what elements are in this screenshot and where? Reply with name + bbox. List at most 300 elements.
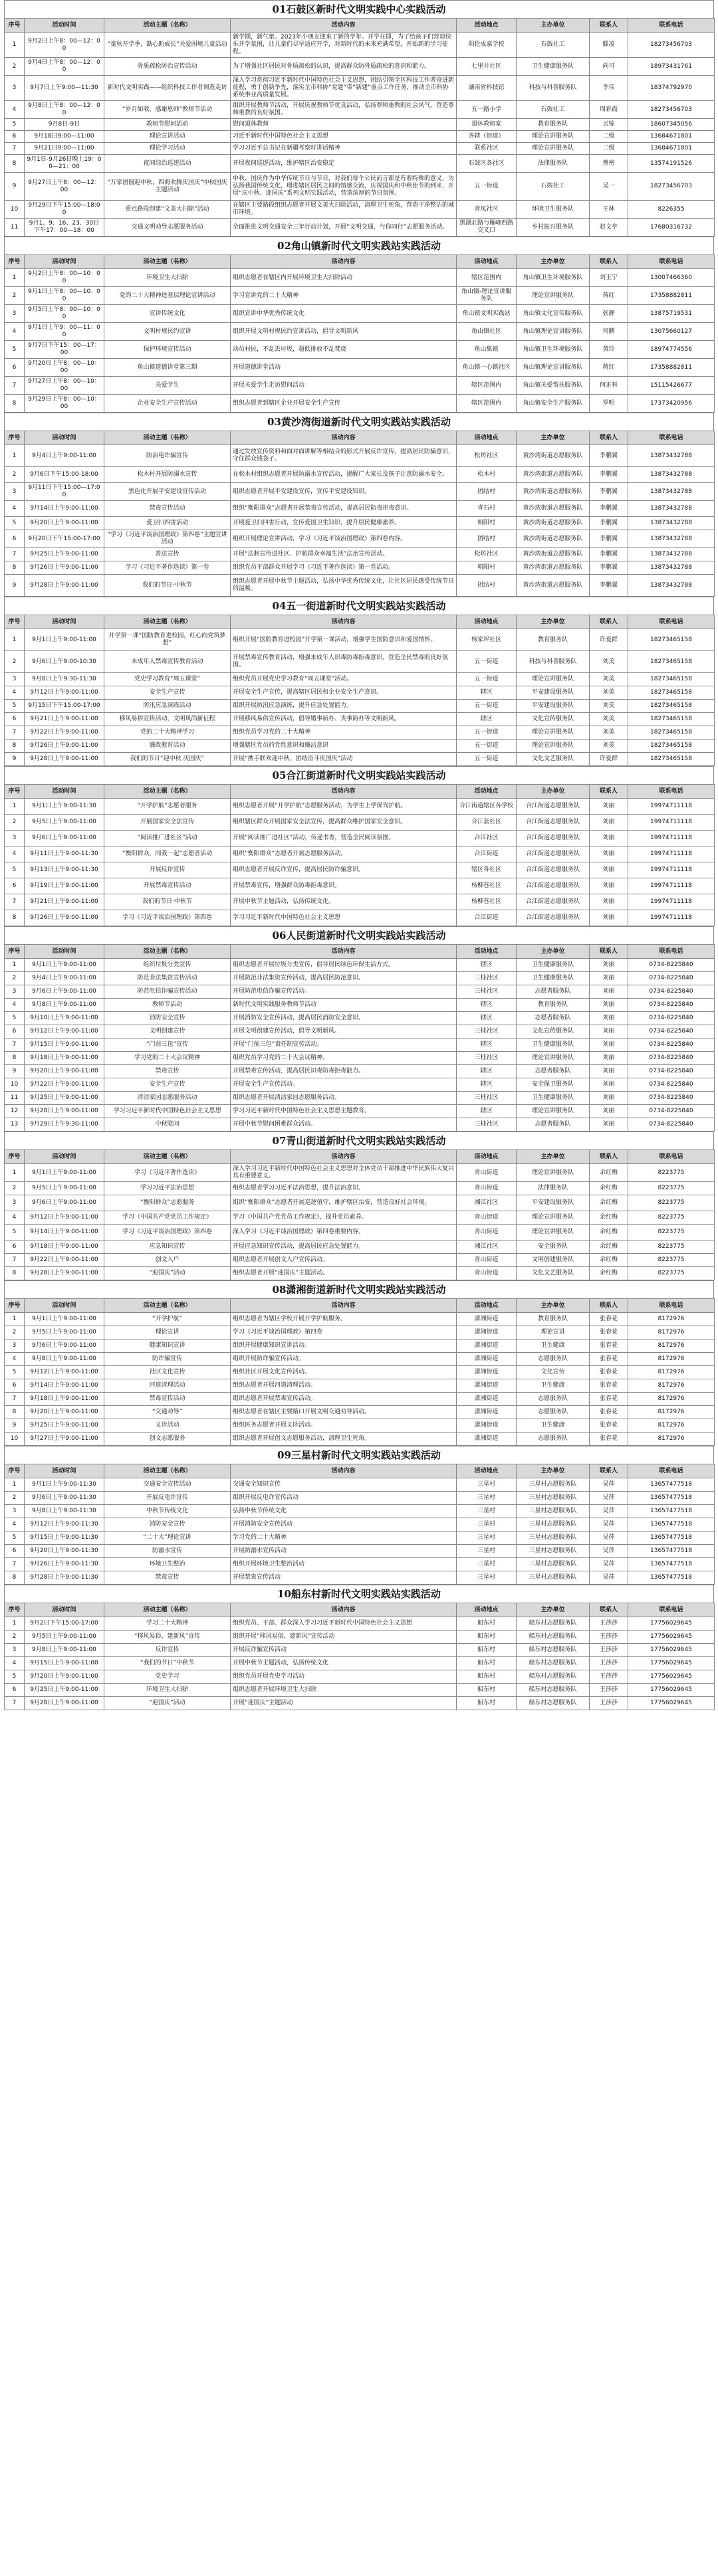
table-cell: 19974711118 [628,831,715,846]
table-cell: 18374792970 [628,76,715,101]
table-row [5,1366,715,1379]
table-row [5,726,715,740]
table-cell: 18273465158 [628,686,715,700]
table-cell: 5 [5,1532,25,1545]
table-cell: 组织开展防汛应急演练，提升应急处置能力。 [231,700,457,713]
column-header: 活动主题（名称） [104,615,231,629]
table-cell: 2 [5,287,25,305]
table-cell: 1 [5,629,25,651]
table-row [5,651,715,673]
table-row [5,1182,715,1195]
table-row [5,629,715,651]
table-cell: 移风易俗宣传活动，文明风尚新征程 [104,713,231,726]
table-cell: 5 [5,1366,25,1379]
table-cell: “衡阳群众”志愿服务 [104,1195,231,1211]
table-cell: 18273465158 [628,713,715,726]
column-header: 活动主题（名称） [104,255,231,269]
table-cell: 开展中秋节主题活动，弘扬传统文化。 [231,894,457,910]
table-cell: 18273456703 [628,101,715,119]
table-cell: 9月1日-9月26日晚上19：00—21：00 [25,155,104,173]
column-header: 活动地点 [457,1603,517,1617]
table-cell: 理论宣讲 [517,1326,590,1339]
table-cell: 三星村志愿服务队 [517,1478,590,1492]
column-header: 活动地点 [457,255,517,269]
table-cell: 开展防范电信诈骗宣传活动。 [231,985,457,999]
table-cell: “衡阳群众，同我一起”志愿者活动 [104,846,231,862]
table-cell: 9月5日上午9:00-11:00 [25,815,104,831]
column-header: 活动地点 [457,945,517,959]
table-cell: 周彩霞 [590,101,628,119]
table-row [5,323,715,341]
table-cell: 赵文亭 [590,219,628,237]
table-cell: 9月20日上午9:00-11:00 [25,1670,104,1684]
table-cell: 组织“衡阳群众”志愿者开展志愿服务活动。 [231,846,457,862]
table-cell: 13 [5,1118,25,1132]
table-cell: 2 [5,58,25,76]
table-cell: 开展爱卫扫四害行动，宣传爱国卫生知识，提升居民健康素养。 [231,517,457,530]
table-row [5,143,715,155]
table-cell: 卫生健康服务队 [517,58,590,76]
table-cell: 刘丽 [590,959,628,972]
table-cell: 余红梅 [590,1225,628,1240]
table-cell: 13873432788 [628,530,715,548]
table-row [5,862,715,878]
table-cell: 五一街道 [457,173,517,201]
table-cell: 9月6日上午9:00-11:00 [25,1339,104,1353]
table-cell: 学习习近平总书记在新疆考察时讲话精神 [231,143,457,155]
table-header-row [5,431,715,445]
table-cell: 开学第一课“国防教育进校园，红心向党筑梦想” [104,629,231,651]
table-cell: 刘美 [590,726,628,740]
table-cell: 18273465158 [628,753,715,766]
table-cell: 7 [5,548,25,561]
table-cell: 组织志愿者在辖区主要路口开展文明交通劝导活动。 [231,1406,457,1419]
table-row [5,1505,715,1518]
table-cell: 0734-8225840 [628,1078,715,1092]
table-cell: 廉政教育活动 [104,740,231,753]
table-cell: 开展防溺水宣传活动 [231,1545,457,1558]
table-cell: 禁毒宣传 [104,1571,231,1585]
column-header: 联系人 [590,615,628,629]
table-cell: 8 [5,561,25,575]
table-cell: 8172976 [628,1366,715,1379]
table-cell: 9月2日上午8：00—10：00 [25,269,104,287]
table-cell: “交通劝导” [104,1406,231,1419]
table-row [5,1092,715,1105]
table-cell: 组织志愿者开展创文入户宣传活动。 [231,1254,457,1267]
table-cell: 9月29日上午9:30-11:00 [25,1118,104,1132]
table-row [5,359,715,377]
table-row [5,1419,715,1433]
table-cell: 潇湘街道 [457,1419,517,1433]
column-header: 联系人 [590,19,628,33]
table-cell: 开展关爱学生走访慰问活动 [231,377,457,395]
table-cell: 志愿服务队 [517,1353,590,1366]
table-cell: 9月5日上午8：00—10：00 [25,305,104,323]
table-cell: 青山街道 [457,1254,517,1267]
table-cell: 9月7日下午15：00—17：00 [25,341,104,359]
table-cell: 9月11日上午9:00-11:30 [25,846,104,862]
table-cell: 9月20日上午8：00—10：00 [25,359,104,377]
table-cell: 文明创建服务队 [517,1254,590,1267]
table-cell: 交通文明劝导志愿服务活动 [104,219,231,237]
table-row [5,1571,715,1585]
table-cell: 9月18日上午9:00-11:00 [25,1240,104,1254]
table-cell: 8 [5,1571,25,1585]
table-cell: 组织党员学习党的二十大会议精神。 [231,1052,457,1065]
table-cell: 9月18日上午9:00-11:00 [25,1052,104,1065]
table-cell: 3 [5,1339,25,1353]
table-cell: 滕凌 [590,33,628,58]
table-cell: 湘江社区 [457,1195,517,1211]
table-cell: 9月6日上午9:00-11:00 [25,985,104,999]
table-cell: 5 [5,119,25,131]
table-cell: 黄沙湾街道志愿服务队 [517,501,590,517]
table-cell: 组织开展教师节活动，开展庆祝教师节优良活动，弘扬尊师重教的社会风气，营造尊师重教的良好氛围。 [231,101,457,119]
table-cell: 王莎莎 [590,1617,628,1631]
table-cell: 9月10日上午9:00-11:00 [25,1012,104,1025]
table-cell: 刘丽 [590,1012,628,1025]
table-row [5,1039,715,1052]
table-cell: 石鼓区各社区 [457,155,517,173]
table-cell: 志愿者服务队 [517,985,590,999]
table-cell: 余红梅 [590,1164,628,1182]
table-cell: 开展中秋节慰问困难群众活动。 [231,1118,457,1132]
table-cell: 深入学习贯彻习近平新时代中国特色社会主义思想，团结引领全区科技工作者奋进新征程，勇于创新争先，落实全市科协“党建”带“新建”重点工作任务，推动全市科协系统事业高质量发展。 [231,76,457,101]
table-row [5,740,715,753]
table-cell: 船东村 [457,1644,517,1657]
table-cell: 9月12日上午9:00-11:00 [25,1025,104,1039]
table-cell: 组织志愿者开展中秋节主题活动，弘扬中华优秀传统文化，让社区居民感受传统节日的温暖。 [231,575,457,597]
table-cell: 组织社区开展文化宣传活动。 [231,1366,457,1379]
table-row [5,305,715,323]
table-cell: 三星村志愿服务队 [517,1505,590,1518]
table-cell: 4 [5,1211,25,1225]
table-cell: 教师节慰问活动 [104,119,231,131]
table-cell: 理论宣讲服务队 [517,1225,590,1240]
column-header: 联系人 [590,255,628,269]
table-cell: 松木村开展防溺水宣传 [104,467,231,483]
table-cell: 19974711118 [628,910,715,926]
column-header: 联系人 [590,431,628,445]
table-row [5,1025,715,1039]
table-cell: 禁毒宣传活动 [104,501,231,517]
table-header-row [5,785,715,799]
column-header: 活动地点 [457,1299,517,1313]
table-cell: 18973431761 [628,58,715,76]
table-cell: 3 [5,305,25,323]
table-cell: “开学护航”志愿者服务 [104,799,231,815]
table-cell: 潇湘街道 [457,1339,517,1353]
table-row [5,1254,715,1267]
table-cell: 王林 [590,201,628,219]
table-cell: 河道清理活动 [104,1379,231,1393]
table-cell: 三桂社区 [457,1118,517,1132]
column-header: 活动内容 [231,1603,457,1617]
table-cell: 开展消防安全宣传活动，提高居民消防安全意识。 [231,1012,457,1025]
table-cell: 中秋、国庆作为中华传统节日与节日，对我们每个公民而言都是有着特殊的意义，为弘扬我国传统文化，增进辖区居民之间的情感交流，庆祝国庆和中秋佳节的到来，开展“庆中秋、迎国庆”系列文明实践活动，营造浓厚的节日氛围。 [231,173,457,201]
table-cell: 新学期，新气象。2023年小朋友迎来了新的学年。开学在即，为了给孩子们营造快乐开学氛围，让儿童们尽早适应开学，对新时代的未来充满希望，开始新的学习征程。 [231,33,457,58]
table-cell: 4 [5,999,25,1012]
table-row [5,341,715,359]
column-header: 联系人 [590,945,628,959]
table-cell: “我们的节日”中秋节 [104,1657,231,1670]
table-cell: 13684671801 [628,131,715,143]
column-header: 序号 [5,1299,25,1313]
table-cell: 合江街道 [457,910,517,926]
table-row [5,201,715,219]
table-cell: 3 [5,1505,25,1518]
table-cell: 8 [5,155,25,173]
table-cell: 交通安全知识宣传 [231,1478,457,1492]
table-cell: 理论宣讲服务队 [517,287,590,305]
table-cell: 刘丽 [590,1105,628,1118]
table-cell: 9月28日上午9:00-11:00 [25,1105,104,1118]
table-cell: 杨柳巷社区 [457,894,517,910]
table-row [5,959,715,972]
table-cell: 李鹏翼 [590,445,628,467]
table-cell: 文化宣传 [517,1366,590,1379]
table-row [5,483,715,501]
column-header: 主办单位 [517,615,590,629]
column-header: 主办单位 [517,255,590,269]
table-cell: 13657477518 [628,1545,715,1558]
table-cell: 组织志愿者开展清洁家园志愿服务活动。 [231,1092,457,1105]
table-cell: 2 [5,1492,25,1505]
table-cell: 党史学习教育“周五课堂” [104,673,231,686]
table-cell: 18273465158 [628,651,715,673]
table-cell: 防范非法集资宣传活动 [104,972,231,985]
table-cell: 开展“迎国庆”主题活动 [231,1697,457,1710]
table-cell: 五一街道 [457,753,517,766]
table-cell: 辖区 [457,686,517,700]
table-cell: 松坊社区 [457,445,517,467]
table-cell: 19974711118 [628,799,715,815]
table-cell: 9月11日下午15:00—17:00 [25,483,104,501]
table-cell: 卫生健康服务队 [517,959,590,972]
table-cell: 13873432788 [628,575,715,597]
table-cell: 合江社区 [457,831,517,846]
table-cell: 组织志愿者开展禁毒宣传活动。 [231,1393,457,1406]
table-row [5,846,715,862]
table-row [5,131,715,143]
table-cell: 2 [5,972,25,985]
table-cell: 义诊活动 [104,1419,231,1433]
table-cell: 7 [5,726,25,740]
table-cell: “万家团圆迎中秋，四海欢腾庆国庆”中秋国庆主题活动 [104,173,231,201]
table-cell: 理论宣讲服务队 [517,131,590,143]
table-cell: 团结村 [457,530,517,548]
table-cell: 4 [5,846,25,862]
table-cell: 爱卫扫四害活动 [104,517,231,530]
column-header: 活动时间 [25,945,104,959]
table-cell: 王莎莎 [590,1657,628,1670]
table-cell: 6 [5,131,25,143]
table-cell: 学习《习近平谈治国理政》第四卷 [104,1225,231,1240]
column-header: 序号 [5,431,25,445]
table-cell: 13873432788 [628,561,715,575]
table-cell: 开展禁毒宣传活动 [231,1571,457,1585]
table-cell: 石鼓社工 [517,33,590,58]
table-row [5,287,715,305]
table-cell: 团结村 [457,483,517,501]
table-cell: 辖区 [457,713,517,726]
table-cell: 我们的节日·中秋节 [104,575,231,597]
table-cell: 9月2日上午8：00—12：00 [25,33,104,58]
table-row [5,530,715,548]
table-cell: 9月1日上午9:00-11:30 [25,1478,104,1492]
table-cell: 黄沙湾街道志愿服务队 [517,548,590,561]
table-cell: 13657477518 [628,1505,715,1518]
table-cell: 组织党员干部群众开展学习《习近平著作选读》第一卷活动。 [231,561,457,575]
table-cell: 9月20日上午9:00-11:30 [25,1545,104,1558]
table-cell: 2 [5,1631,25,1644]
table-cell: 骨质疏松防治宣传活动 [104,58,231,76]
table-cell: 党的二十大精神进基层理论宣讲活动 [104,287,231,305]
table-cell: 刘丽 [590,999,628,1012]
table-cell: 组织志愿者开展创文志愿服务活动，清理卫生死角。 [231,1433,457,1446]
table-row [5,878,715,894]
table-cell: 5 [5,341,25,359]
table-row [5,101,715,119]
column-header: 活动时间 [25,615,104,629]
column-header: 联系人 [590,1299,628,1313]
column-header: 联系人 [590,1603,628,1617]
table-row [5,561,715,575]
table-cell: 何鹏 [590,323,628,341]
table-cell: 2 [5,1182,25,1195]
table-cell: 环境卫生服务队 [517,201,590,219]
table-cell: 9月8日上午9:00-11:30 [25,1505,104,1518]
table-cell: 合江套社区 [457,815,517,831]
table-cell: 8172976 [628,1433,715,1446]
activity-table [4,784,715,926]
table-row [5,1393,715,1406]
table-cell: 辖区 [457,1065,517,1078]
table-cell: 合江街道志愿服务队 [517,894,590,910]
table-cell: 蒋红 [590,287,628,305]
table-row [5,831,715,846]
table-cell: 角山镇文化宣传服务队 [517,305,590,323]
table-cell: 开展禁毒宣传活动 [104,878,231,894]
column-header: 活动时间 [25,19,104,33]
table-cell: 船东村 [457,1670,517,1684]
table-cell: 潇湘街道 [457,1326,517,1339]
table-cell: 安全生产宣传 [104,1078,231,1092]
table-cell: 17358882811 [628,287,715,305]
table-cell: 理论宣讲服务队 [517,1105,590,1118]
table-cell: 余红梅 [590,1254,628,1267]
table-cell: 4 [5,323,25,341]
table-cell: 17756029645 [628,1657,715,1670]
column-header: 活动地点 [457,1150,517,1164]
table-row [5,548,715,561]
table-cell: 组织志愿者在辖区内开展环境卫生大扫除活动 [231,269,457,287]
table-cell: 9月28日上午9:00-11:00 [25,1697,104,1710]
table-cell: 13007466360 [628,269,715,287]
table-cell: 17756029645 [628,1670,715,1684]
table-cell: 平安建设服务队 [517,1195,590,1211]
table-cell: “迎国庆”活动 [104,1697,231,1710]
table-cell: 开展夜间巡逻活动，维护辖区治安稳定 [231,155,457,173]
table-cell: 朝阳村 [457,561,517,575]
table-cell: 余红梅 [590,1240,628,1254]
table-cell: 7 [5,1039,25,1052]
table-cell: 文明创建宣传 [104,1025,231,1039]
column-header: 活动地点 [457,615,517,629]
table-cell: 学习《中国共产党党员工作规定》 [104,1211,231,1225]
table-cell: 刘丽 [590,815,628,831]
column-header: 联系电话 [628,615,715,629]
table-cell: 禁毒宣传 [104,1065,231,1078]
section-title: 07青山街道新时代文明实践站实践活动 [4,1132,714,1149]
table-cell: 3 [5,673,25,686]
table-cell: 黑湖北路与雁峰西路交叉口 [457,219,517,237]
table-cell: 18273465158 [628,726,715,740]
column-header: 活动主题（名称） [104,1464,231,1478]
table-cell: 9月5日上午9:00-11:00 [25,1326,104,1339]
column-header: 联系电话 [628,945,715,959]
table-row [5,910,715,926]
table-cell: 五一街道 [457,673,517,686]
table-cell: 9月1日上午9：00—11：00 [25,323,104,341]
table-cell: 开展消防安全宣传活动 [231,1518,457,1532]
table-cell: 角山镇安全生产服务队 [517,395,590,413]
table-cell: 9月15日上午9:00-11:30 [25,1532,104,1545]
table-cell: 组织“衡阳群众”志愿者开展禁毒宣传活动，提高居民防毒拒毒意识。 [231,501,457,517]
table-cell: 组织辖区群众开展国家安全法宣传，提高群众维护国家安全意识。 [231,815,457,831]
table-cell: 理论宣讲服务队 [517,1211,590,1225]
table-cell: 辖区 [457,1012,517,1025]
table-cell: 开展中秋节主题活动，弘扬传统文化 [231,1657,457,1670]
table-cell: 组织宣讲中华优秀传统文化 [231,305,457,323]
section [4,413,714,597]
column-header: 主办单位 [517,1150,590,1164]
table-cell: 刘丽 [590,831,628,846]
column-header: 主办单位 [517,431,590,445]
table-cell: 组织志愿者开展反诈宣传，提高居民防诈骗意识。 [231,862,457,878]
table-cell: 卫生健康 [517,1339,590,1353]
table-cell: 卫生健康 [517,1379,590,1393]
table-cell: 合江街道志愿服务队 [517,831,590,846]
table-cell: 学习二十大精神 [104,1617,231,1631]
table-cell: 教育服务队 [517,629,590,651]
table-cell: 环境卫生整治 [104,1558,231,1571]
table-cell: 辖区各社区 [457,862,517,878]
table-cell: 开展禁毒宣传教育活动，增强未成年人识毒防毒拒毒意识，营造全民禁毒的良好氛围。 [231,651,457,673]
table-cell: “开学护航” [104,1313,231,1326]
table-cell: 19974711118 [628,846,715,862]
table-header-row [5,255,715,269]
table-cell: 企业安全生产宣传活动 [104,395,231,413]
table-row [5,1433,715,1446]
table-cell: 1 [5,33,25,58]
table-cell: 五一街道 [457,700,517,713]
table-row [5,1670,715,1684]
table-cell: 9月28日上午9:00-11:00 [25,1267,104,1280]
table-cell: 保护环境宣传活动 [104,341,231,359]
table-cell: 合江街道志愿服务队 [517,878,590,894]
table-row [5,1478,715,1492]
table-cell: 9月4日上午9:00-11:00 [25,972,104,985]
table-row [5,1065,715,1078]
table-cell: 深入学习《习近平谈治国理政》第四卷重要内容。 [231,1225,457,1240]
table-cell: 12 [5,1105,25,1118]
table-cell: 弘扬中秋节传统文化 [231,1505,457,1518]
table-row [5,395,715,413]
table-cell: 吴萍 [590,1505,628,1518]
table-cell: 0734-8225840 [628,1105,715,1118]
